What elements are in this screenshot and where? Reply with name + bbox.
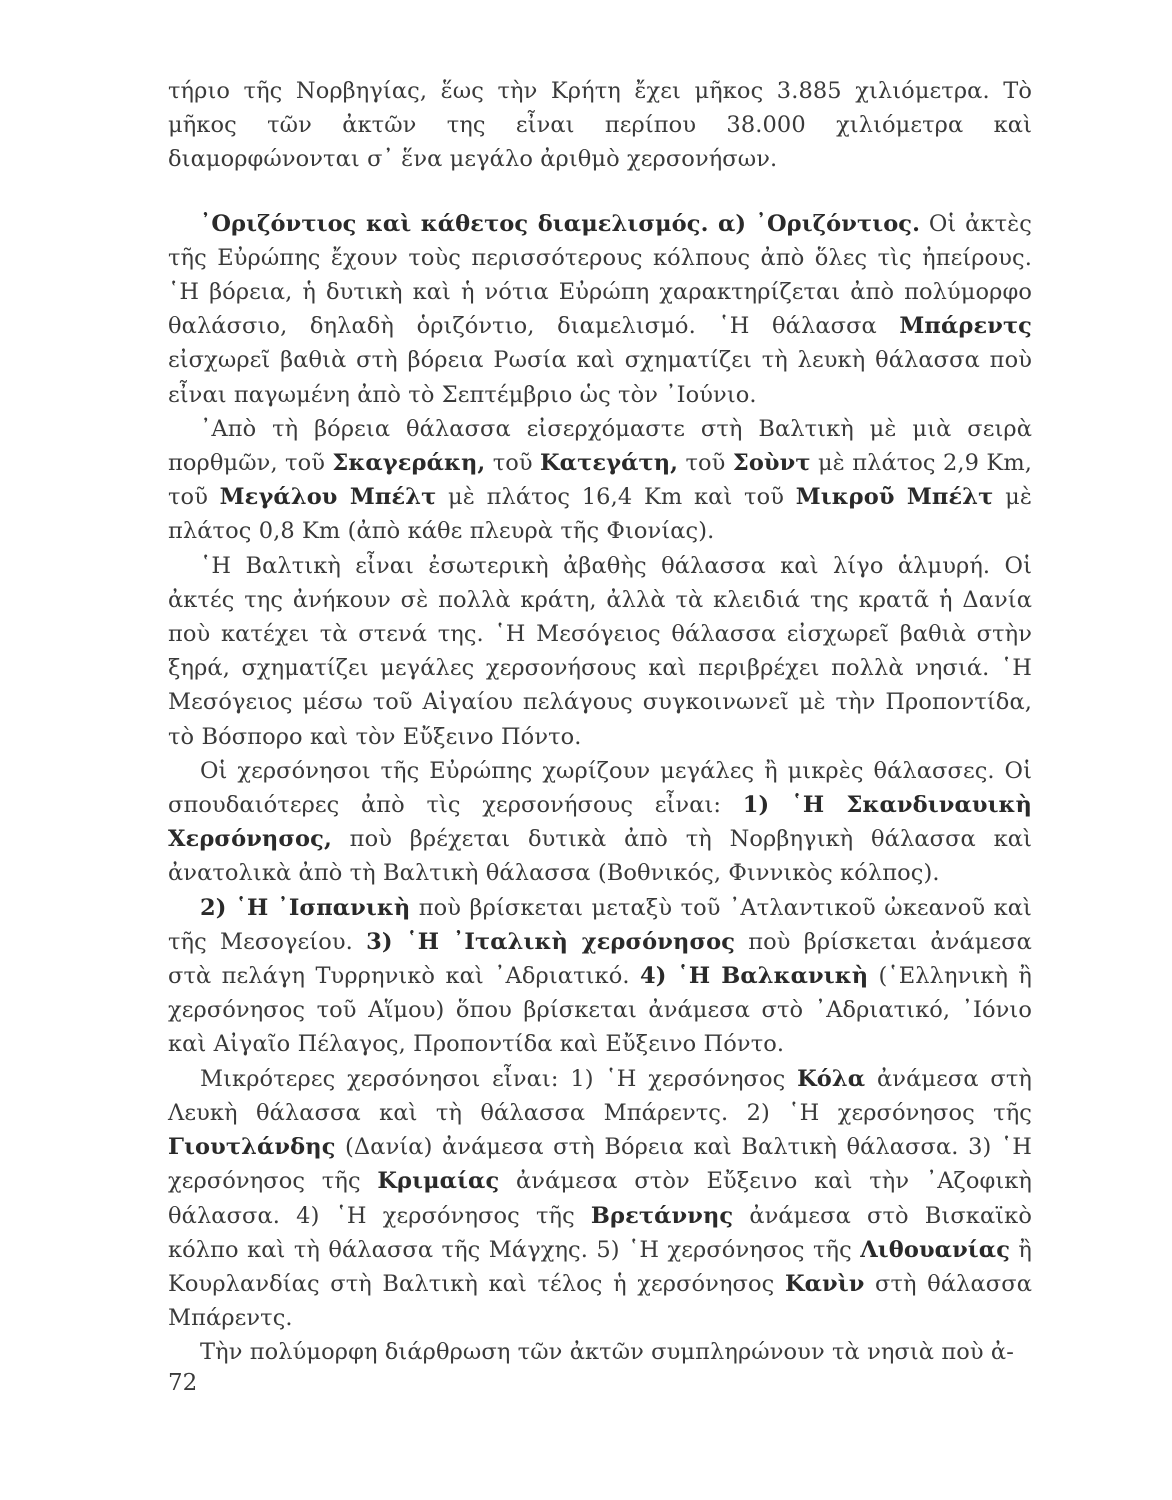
text-run: Οἱ χερσόνησοι τῆς Εὐρώπης χωρίζουν μεγάλες ἢ μικρὲς θάλασσες. Οἱ σπουδαιότερες ἀπὸ τὶς χερσονήσους εἶναι: xyxy=(168,757,1032,819)
bold-term: Κανὶν xyxy=(784,1270,865,1297)
bold-term: Μπάρεντς xyxy=(899,313,1032,340)
bold-term: Σκαγεράκη, xyxy=(332,450,486,477)
text-run: (Δανία) ἀνάμεσα στὴ Βόρεια καὶ Βαλτικὴ θάλασσα. 3) ῾Η χερσόνησος τῆς xyxy=(168,1134,1032,1195)
bold-term: ᾽Οριζόντιος καὶ κάθετος διαμελισμός. α) ᾽Οριζόντιος. xyxy=(200,210,921,237)
paragraph-baltic-straits xyxy=(168,412,1032,549)
paragraph-major-peninsulas xyxy=(168,754,1032,891)
text-run: τοῦ xyxy=(485,450,541,477)
bold-term: 2) ῾Η ᾽Ισπανικὴ xyxy=(200,894,411,921)
body-text xyxy=(168,74,1032,1370)
bold-term: 1) ῾Η Σκανδιναυικὴ Χερσόνησος, xyxy=(168,792,1032,853)
bold-term: Μεγάλου Μπέλτ xyxy=(219,484,437,511)
text-run: ἀνάμεσα στὸ Βισκαϊκὸ κόλπο καὶ τὴ θάλασσα τῆς Μάγχης. 5) ῾Η χερσόνησος τῆς xyxy=(168,1202,1032,1263)
text-run: μὲ πλάτος 2,9 Km, τοῦ xyxy=(168,450,1033,511)
paragraph-islands xyxy=(168,1335,1032,1369)
bold-term: Κόλα xyxy=(797,1065,866,1092)
text-run: μὲ πλάτος 16,4 Km καὶ τοῦ xyxy=(436,484,796,511)
text-run: ᾽Απὸ τὴ βόρεια θάλασσα εἰσερχόμαστε στὴ Βαλτικὴ μὲ μιὰ σειρὰ πορθμῶν, τοῦ xyxy=(168,415,1032,477)
bold-term: Βρετάννης xyxy=(590,1202,734,1229)
text-run: ἀνάμεσα στὴ Λευκὴ θάλασσα καὶ τὴ θάλασσα Μπάρεντς. 2) ῾Η χερσόνησος τῆς xyxy=(168,1065,1032,1126)
text-run: ποὺ βρίσκεται ἀνάμεσα στὰ πελάγη Τυρρηνικὸ καὶ ᾽Αδριατικό. xyxy=(168,928,1032,990)
paragraph-horizontal-vertical xyxy=(168,207,1032,412)
paragraph-minor-peninsulas xyxy=(168,1062,1032,1336)
text-run: ποὺ βρίσκεται μεταξὺ τοῦ ᾽Ατλαντικοῦ ὠκεανοῦ καὶ τῆς Μεσογείου. xyxy=(168,894,1032,955)
text-run: εἰσχωρεῖ βαθιὰ στὴ βόρεια Ρωσία καὶ σχηματίζει τὴ λευκὴ θάλασσα ποὺ εἶναι παγωμένη ἀπὸ τὸ Σεπτέμβριο ὡς τὸν ᾽Ιούνιο. xyxy=(168,347,1032,408)
text-run: μὲ πλάτος 0,8 Km (ἀπὸ κάθε πλευρὰ τῆς Φιονίας). xyxy=(168,484,1032,545)
bold-term: 3) ῾Η ᾽Ιταλικὴ χερσόνησος xyxy=(366,928,736,955)
bold-term: Γιουτλάνδης xyxy=(168,1134,336,1161)
text-run: ῾Η Βαλτικὴ εἶναι ἐσωτερικὴ ἀβαθὴς θάλασσα καὶ λίγο ἁλμυρή. Οἱ ἀκτές της ἀνήκουν σὲ πολλὰ κράτη, ἀλλὰ τὰ κλειδιά της κρατᾶ ἡ Δανία ποὺ κατέχει τὰ στενά της. ῾Η Μεσόγειος θάλασσα εἰσχωρεῖ βαθιὰ στὴν ξηρά, σχηματίζει μεγάλες χερσονήσους καὶ περιβρέχει πολλὰ νησιά. ῾Η Μεσόγειος μέσω τοῦ Αἰγαίου πελάγους συγκοινωνεῖ μὲ τὴν Προποντίδα, τὸ Βόσπορο καὶ τὸν Εὔξεινο Πόντο. xyxy=(168,552,1032,750)
text-run: τοῦ xyxy=(678,450,733,477)
bold-term: Σοὺντ xyxy=(732,450,811,477)
page-number: 72 xyxy=(168,1370,198,1396)
bold-term: Κριμαίας xyxy=(377,1168,500,1195)
text-run: Οἱ ἀκτὲς τῆς Εὐρώπης ἔχουν τοὺς περισσότερους κόλπους ἀπὸ ὅλες τὶς ἠπείρους. ῾Η βόρεια, ἡ δυτικὴ καὶ ἡ νότια Εὐρώπη χαρακτηρίζεται ἀπὸ πολύμορφο θαλάσσιο, δηλαδὴ ὁριζόντιο, διαμελισμό. ῾Η θάλασσα xyxy=(168,210,1032,340)
text-run: (῾Ελληνικὴ ἢ χερσόνησος τοῦ Αἵμου) ὅπου βρίσκεται ἀνάμεσα στὸ ᾽Αδριατικό, ᾽Ιόνιο καὶ Αἰγαῖο Πέλαγος, Προποντίδα καὶ Εὔξεινο Πόντο. xyxy=(168,963,1032,1058)
paragraph-norway-coast xyxy=(168,74,1032,177)
bold-term: Κατεγάτη, xyxy=(540,450,679,477)
text-run: ποὺ βρέχεται δυτικὰ ἀπὸ τὴ Νορβηγικὴ θάλασσα καὶ ἀνατολικὰ ἀπὸ τὴ Βαλτικὴ θάλασσα (Βοθνικός, Φιννικὸς κόλπος). xyxy=(168,826,1032,887)
paragraph-iberian-italian-balkan xyxy=(168,891,1032,1062)
text-run: Τὴν πολύμορφη διάρθρωση τῶν ἀκτῶν συμπληρώνουν τὰ νησιὰ ποὺ ἀ- xyxy=(200,1339,1014,1366)
text-run: τήριο τῆς Νορβηγίας, ἕως τὴν Κρήτη ἔχει μῆκος 3.885 χιλιόμετρα. Τὸ μῆκος τῶν ἀκτῶν της εἶναι περίπου 38.000 χιλιόμετρα καὶ διαμορφώνονται σ᾽ ἕνα μεγάλο ἀριθμὸ χερσονήσων. xyxy=(168,78,1032,173)
text-run: ἀνάμεσα στὸν Εὔξεινο καὶ τὴν ᾽Αζοφικὴ θάλασσα. 4) ῾Η χερσόνησος τῆς xyxy=(168,1168,1032,1229)
bold-term: Μικροῦ Μπέλτ xyxy=(795,484,994,511)
text-run: ἢ Κουρλανδίας στὴ Βαλτικὴ καὶ τέλος ἡ χερσόνησος xyxy=(168,1236,1032,1297)
paragraph-baltic-mediterranean xyxy=(168,549,1032,754)
bold-term: Λιθουανίας xyxy=(860,1236,1011,1263)
text-run: στὴ θάλασσα Μπάρεντς. xyxy=(168,1270,1032,1332)
bold-term: 4) ῾Η Βαλκανικὴ xyxy=(639,963,869,990)
text-run: Μικρότερες χερσόνησοι εἶναι: 1) ῾Η χερσόνησος xyxy=(200,1065,798,1092)
